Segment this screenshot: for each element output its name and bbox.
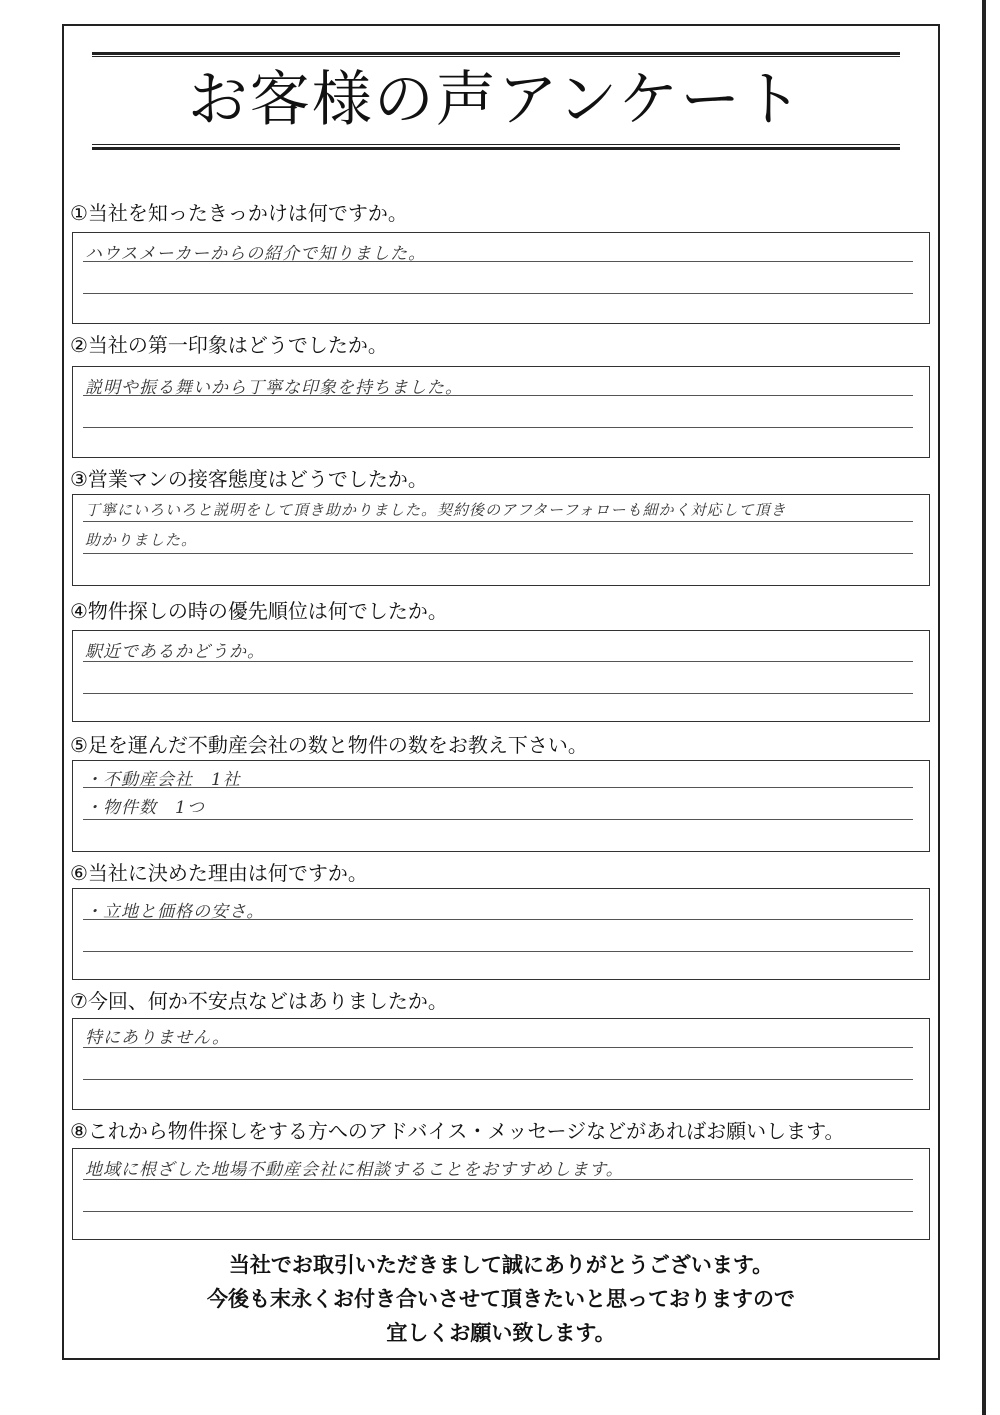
question-7: ⑦今回、何か不安点などはありましたか。 <box>70 989 448 1013</box>
question-4: ④物件探しの時の優先順位は何でしたか。 <box>70 599 448 623</box>
title-rule-top <box>92 52 900 57</box>
ruled-line <box>83 521 913 522</box>
answer-box-4 <box>72 630 930 722</box>
ruled-line <box>83 395 913 396</box>
ruled-line <box>83 1047 913 1048</box>
answer-box-2 <box>72 366 930 458</box>
footer-line-3: 宜しくお願い致します。 <box>386 1321 616 1345</box>
answer-5-line-1: ・不動産会社 1社 <box>85 770 241 790</box>
answer-box-7 <box>72 1018 930 1110</box>
ruled-line <box>83 427 913 428</box>
question-8: ⑧これから物件探しをする方へのアドバイス・メッセージなどがあればお願いします。 <box>70 1119 845 1143</box>
ruled-line <box>83 819 913 820</box>
answer-3-line-1: 丁寧にいろいろと説明をして頂き助かりました。契約後のアフターフォローも細かく対応して頂き <box>85 501 787 519</box>
question-1: ①当社を知ったきっかけは何ですか。 <box>70 201 408 225</box>
question-6: ⑥当社に決めた理由は何ですか。 <box>70 861 368 885</box>
title-rule-bottom <box>92 144 900 150</box>
answer-box-8 <box>72 1148 930 1240</box>
footer-line-1: 当社でお取引いただきまして誠にありがとうございます。 <box>228 1253 774 1277</box>
ruled-line <box>83 293 913 294</box>
answer-box-1 <box>72 232 930 324</box>
question-3: ③営業マンの接客態度はどうでしたか。 <box>70 467 428 491</box>
ruled-line <box>83 787 913 788</box>
page-edge <box>982 0 986 1415</box>
answer-3-line-2: 助かりました。 <box>85 531 198 549</box>
answer-box-6 <box>72 888 930 980</box>
answer-box-5 <box>72 760 930 852</box>
survey-title: お客様の声アンケート <box>187 65 805 135</box>
ruled-line <box>83 1179 913 1180</box>
ruled-line <box>83 261 913 262</box>
ruled-line <box>83 661 913 662</box>
answer-1-line-1: ハウスメーカーからの紹介で知りました。 <box>85 244 427 264</box>
answer-4-line-1: 駅近であるかどうか。 <box>85 642 265 662</box>
question-5: ⑤足を運んだ不動産会社の数と物件の数をお教え下さい。 <box>70 733 588 757</box>
ruled-line <box>83 919 913 920</box>
ruled-line <box>83 693 913 694</box>
footer-line-2: 今後も末永くお付き合いさせて頂きたいと思っておりますので <box>207 1287 795 1311</box>
answer-box-3 <box>72 494 930 586</box>
ruled-line <box>83 951 913 952</box>
answer-8-line-1: 地域に根ざした地場不動産会社に相談することをおすすめします。 <box>85 1160 624 1180</box>
ruled-line <box>83 1079 913 1080</box>
answer-5-line-2: ・物件数 1つ <box>85 798 205 818</box>
question-2: ②当社の第一印象はどうでしたか。 <box>70 333 388 357</box>
ruled-line <box>83 553 913 554</box>
answer-7-line-1: 特にありません。 <box>85 1028 231 1048</box>
ruled-line <box>83 1211 913 1212</box>
answer-6-line-1: ・立地と価格の安さ。 <box>85 902 265 922</box>
answer-2-line-1: 説明や振る舞いから丁寧な印象を持ちました。 <box>85 378 463 398</box>
